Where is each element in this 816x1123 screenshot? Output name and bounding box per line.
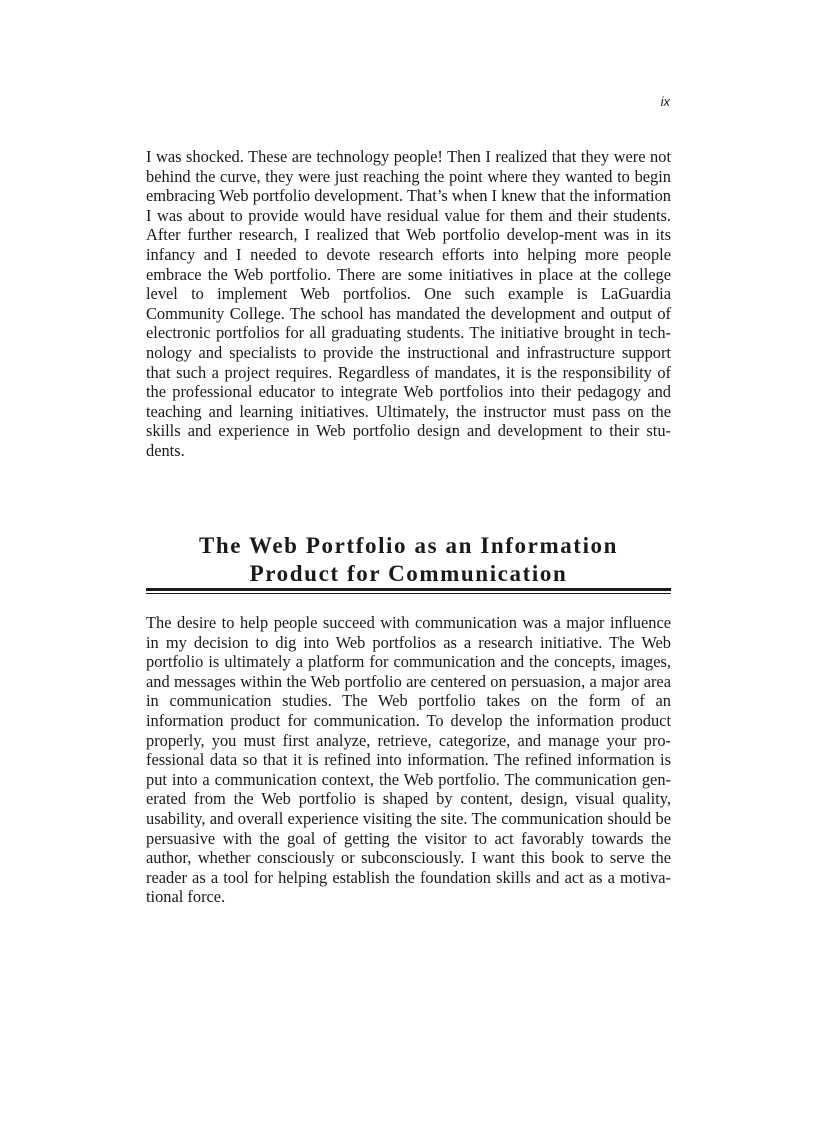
heading-underline bbox=[146, 588, 671, 591]
section-heading-line-2: Product for Communication bbox=[249, 561, 568, 586]
section-heading-line-1: The Web Portfolio as an Information bbox=[198, 533, 619, 558]
body-paragraph: The desire to help people succeed with communication was a major influence in my decision to dig into Web portfolios as a research initiative. The Web portfolio is ultimately a platform for communication and the concepts, images, and messages within the Web portfolio are centered on persuasion, a major area in communication studies. The Web portfolio takes on the form of an information product for communication. To develop the information product properly, you must first analyze, retrieve, categorize, and manage your pro-fessional data so that it is refined into information. The refined information is put into a communication context, the Web portfolio. The communication gen-erated from the Web portfolio is shaped by content, design, visual quality, usability, and overall experience visiting the site. The communication should be persuasive with the goal of getting the visitor to act favorably towards the author, whether consciously or subconsciously. I want this book to serve the reader as a tool for helping establish the foundation skills and act as a motiva-tional force. bbox=[146, 613, 671, 907]
heading-underline-thin bbox=[146, 593, 671, 594]
page-number: ix bbox=[660, 94, 670, 109]
body-paragraph: I was shocked. These are technology people! Then I realized that they were not behind the curve, they were just reaching the point where they wanted to begin embracing Web portfolio development. That’s when I knew that the information I was about to provide would have residual value for them and their students. After further research, I realized that Web portfolio develop-ment was in its infancy and I needed to devote research efforts into helping more people embrace the Web portfolio. There are some initiatives in place at the college level to implement Web portfolios. One such example is LaGuardia Community College. The school has mandated the development and output of electronic portfolios for all graduating students. The initiative brought in tech-nology and specialists to provide the instructional and infrastructure support that such a project requires. Regardless of mandates, it is the responsibility of the professional educator to integrate Web portfolios into their pedagogy and teaching and learning initiatives. Ultimately, the instructor must pass on the skills and experience in Web portfolio design and development to their stu-dents. bbox=[146, 147, 671, 460]
section-heading bbox=[146, 532, 671, 588]
